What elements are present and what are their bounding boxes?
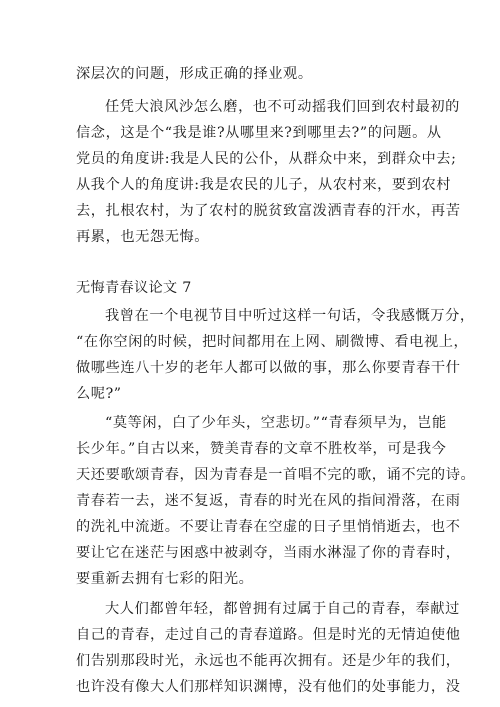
text-line: 也许没有像大人们那样知识渊博，没有他们的处事能力，没 bbox=[76, 679, 461, 695]
text-line: 天还要歌颂青春，因为青春是一首唱不完的歌，诵不完的诗。 bbox=[76, 467, 476, 483]
text-line: 青春若一去，迷不复返，青春的时光在风的指间滑落，在雨 bbox=[76, 493, 461, 509]
text-line: 去，扎根农村，为了农村的脱贫致富泼洒青春的汗水，再苦 bbox=[76, 203, 461, 219]
text-line: 从我个人的角度讲:我是农民的儿子，从农村来，要到农村 bbox=[76, 177, 452, 193]
text-line: 做哪些连八十岁的老年人都可以做的事，那么你要青春干什 bbox=[76, 360, 461, 376]
text-line: 信念，这是个“我是谁?从哪里来?到哪里去?”的问题。从 bbox=[76, 125, 442, 141]
section-heading: 无悔青春议论文 7 bbox=[76, 280, 192, 296]
text-line: “在你空闲的时候，把时间都用在上网、刷微博、看电视上， bbox=[76, 334, 469, 350]
text-line: 们告别那段时光，永远也不能再次拥有。还是少年的我们， bbox=[76, 653, 461, 669]
text-line: 深层次的问题，形成正确的择业观。 bbox=[76, 66, 313, 82]
text-line: 任凭大浪风沙怎么磨，也不可动摇我们回到农村最初的 bbox=[105, 99, 460, 115]
text-line: 我曾在一个电视节目中听过这样一句话，令我感慨万分， bbox=[105, 308, 475, 324]
text-line: 要重新去拥有七彩的阳光。 bbox=[76, 571, 254, 587]
text-line: 要让它在迷茫与困惑中被剥夺，当雨水淋湿了你的青春时， bbox=[76, 545, 461, 561]
text-line: 的洗礼中流逝。不要让青春在空虚的日子里悄悄逝去，也不 bbox=[76, 519, 461, 535]
text-line: 再累，也无怨无悔。 bbox=[76, 229, 210, 245]
text-line: “莫等闲，白了少年头，空悲切。”“青春须早为，岂能 bbox=[105, 415, 447, 431]
text-line: 自己的青春，走过自己的青春道路。但是时光的无情迫使他 bbox=[76, 627, 461, 643]
text-line: 党员的角度讲:我是人民的公仆，从群众中来，到群众中去; bbox=[76, 151, 457, 167]
text-line: 长少年。”自古以来，赞美青春的文章不胜枚举，可是我今 bbox=[76, 441, 447, 457]
text-line: 大人们都曾年轻，都曾拥有过属于自己的青春，奉献过 bbox=[105, 601, 460, 617]
text-line: 么呢?” bbox=[76, 386, 122, 402]
